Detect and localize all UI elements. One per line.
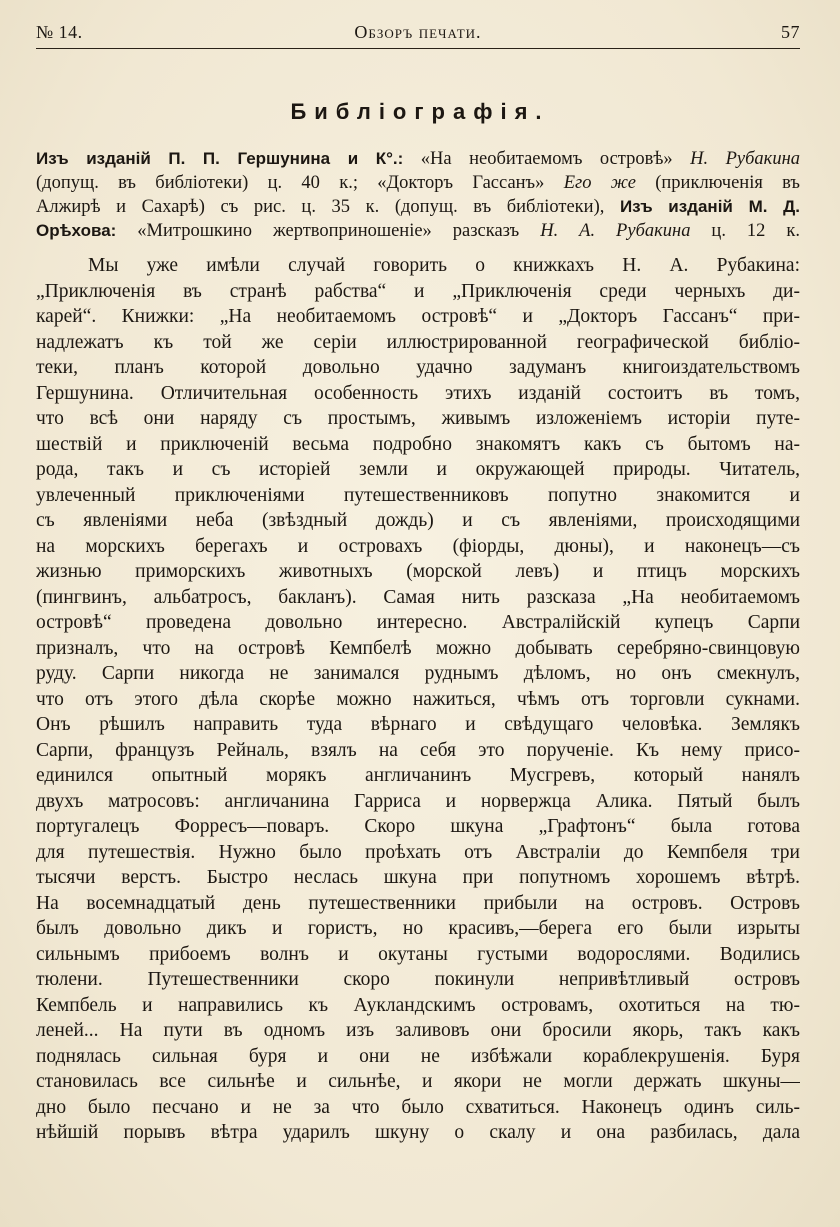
bibliography-segment: Алжирѣ и Сахарѣ) съ рис. ц. 35 к. (допущ. въ библіотеки), <box>36 197 620 217</box>
text-line: португалецъ Форресъ—поваръ. Скоро шкуна „Графтонъ“ была готова <box>36 816 800 837</box>
text-line: поднялась сильная буря и они не избѣжали кораблекрушенія. Буря <box>36 1045 800 1067</box>
bibliography-line <box>36 219 800 243</box>
text-line: для путешествія. Нужно было проѣхать отъ Австраліи до Кемпбеля три <box>36 841 800 863</box>
header-rule <box>36 48 800 49</box>
bibliography-line <box>36 171 800 195</box>
bibliography-segment: Изъ изданій П. П. Гершунина и К°.: <box>36 149 404 168</box>
issue-number: № 14. <box>36 22 83 42</box>
section-title: Библіографія. <box>290 99 550 124</box>
text-line: островѣ“ проведена довольно интересно. Австралійскій купецъ Сарпи <box>36 612 800 633</box>
text-line: единился опытный морякъ англичанинъ Мусгревъ, который нанялъ <box>36 765 800 786</box>
text-line: увлеченный приключеніями путешественниковъ попутно знакомится и <box>36 484 800 506</box>
bibliography-line <box>36 195 800 219</box>
text-line: на морскихъ берегахъ и островахъ (фіорды, дюны), и наконецъ—съ <box>36 535 800 557</box>
text-line: былъ довольно дикъ и гористъ, но красивъ,—берега его были изрыты <box>36 918 800 939</box>
review-text <box>36 253 800 1146</box>
bibliography-segment: Орѣхова: <box>36 221 117 240</box>
page-number: 57 <box>781 22 800 42</box>
bibliography-segment: Н. А. Рубакина <box>540 221 691 241</box>
running-title: Обзоръ печати. <box>354 22 482 42</box>
bibliography-segment: «На необитаемомъ островѣ» <box>403 149 691 169</box>
bibliography-line <box>36 147 800 171</box>
bibliography-entry <box>36 147 800 243</box>
text-line: теки, планъ которой довольно удачно задуманъ книгоиздательствомъ <box>36 357 800 378</box>
bibliography-segment: Изъ изданій М. Д. <box>619 197 800 216</box>
text-line: жизнью приморскихъ животныхъ (морской левъ) и птицъ морскихъ <box>36 561 800 582</box>
text-line: На восемнадцатый день путешественники прибыли на островъ. Островъ <box>36 892 800 914</box>
text-line: шествій и приключеній весьма подробно знакомятъ какъ съ бытомъ на- <box>36 433 800 455</box>
text-line: что всѣ они наряду съ простымъ, живымъ изложеніемъ исторіи путе- <box>36 408 800 429</box>
text-line: Сарпи, французъ Рейналь, взялъ на себя это порученіе. Къ нему присо- <box>36 739 800 761</box>
text-line: рода, такъ и съ исторіей земли и окружающей природы. Читатель, <box>36 459 800 480</box>
text-line: карей“. Книжки: „На необитаемомъ островѣ“ и „Докторъ Гассанъ“ при- <box>36 306 800 327</box>
bibliography-segment: (допущ. въ библіотеки) ц. 40 к.; «Докторъ Гассанъ» <box>36 173 564 193</box>
bibliography-segment: Его же <box>563 173 636 193</box>
bibliography-segment: «Митрошкино жертвоприношеніе» разсказъ <box>116 221 541 241</box>
text-line: тюлени. Путешественники скоро покинули непривѣтливый островъ <box>36 969 800 990</box>
text-line: становилась все сильнѣе и сильнѣе, и якори не могли держать шкуны— <box>36 1071 800 1092</box>
text-line: надлежатъ къ той же серіи иллюстрированной географической библіо- <box>36 331 800 353</box>
text-line: двухъ матросовъ: англичанина Гарриса и норвержца Алика. Пятый былъ <box>36 790 800 812</box>
text-line: тысячи верстъ. Быстро неслась шкуна при попутномъ хорошемъ вѣтрѣ. <box>36 867 800 888</box>
page-header <box>36 22 800 46</box>
text-line: (пингвинъ, альбатросъ, бакланъ). Самая нить разсказа „На необитаемомъ <box>36 586 800 608</box>
text-line: леней... На пути въ одномъ изъ заливовъ они бросили якорь, такъ какъ <box>36 1020 800 1041</box>
text-line: Онъ рѣшилъ направить туда вѣрнаго и свѣдущаго человѣка. Землякъ <box>36 714 800 735</box>
text-line: нѣйшій порывъ вѣтра ударилъ шкуну о скалу и она разбилась, дала <box>36 1122 800 1143</box>
text-line: сильнымъ прибоемъ волнъ и окутаны густыми водорослями. Водились <box>36 943 800 965</box>
text-line: руду. Сарпи никогда не занимался руднымъ дѣломъ, но онъ смекнулъ, <box>36 663 800 684</box>
bibliography-segment: Н. Рубакина <box>690 149 800 169</box>
text-line: Гершунина. Отличительная особенность этихъ изданій состоитъ въ томъ, <box>36 382 800 404</box>
bibliography-segment: ц. 12 к. <box>690 221 800 241</box>
text-line: Мы уже имѣли случай говорить о книжкахъ Н. А. Рубакина: <box>88 255 800 276</box>
text-line: что отъ этого дѣла скорѣе можно нажиться, чѣмъ отъ торговли сукнами. <box>36 688 800 710</box>
text-line: призналъ, что на островѣ Кемпбелѣ можно добывать серебряно-свинцовую <box>36 637 800 659</box>
text-line: Кемпбель и направились къ Аукландскимъ островамъ, охотиться на тю- <box>36 994 800 1016</box>
text-line: дно было песчано и не за что было схватиться. Наконецъ одинъ силь- <box>36 1096 800 1118</box>
text-line: съ явленіями неба (звѣздный дождь) и съ явленіями, происходящими <box>36 510 800 531</box>
text-line: „Приключенія въ странѣ рабства“ и „Приключенія среди черныхъ ди- <box>36 280 800 302</box>
bibliography-segment: (приключенія въ <box>635 173 800 193</box>
